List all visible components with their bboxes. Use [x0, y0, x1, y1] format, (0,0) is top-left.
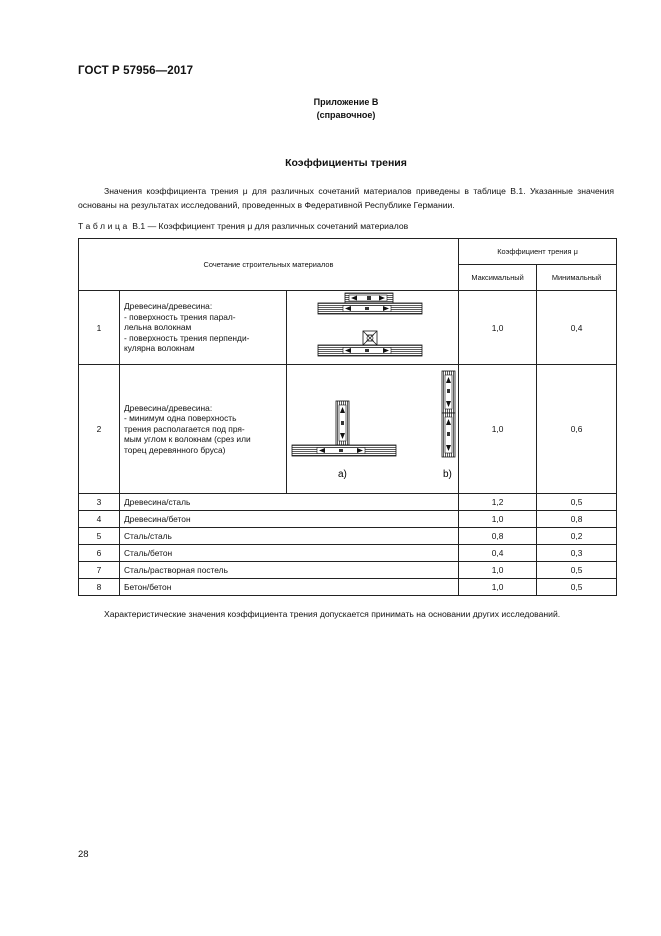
timber-horizontal-beam-a: [292, 445, 396, 456]
table-row: [79, 511, 617, 528]
appendix-heading: [0, 96, 661, 122]
row-material: Сталь/растворная постель: [120, 562, 459, 579]
row-min: 0,5: [537, 494, 617, 511]
row-max: 1,0: [459, 291, 537, 365]
page-number: 28: [78, 849, 89, 860]
material-line: кулярна волокнам: [124, 343, 195, 354]
material-line: трения располагается под пря-: [124, 423, 245, 434]
row-number: 8: [79, 579, 120, 596]
row-min: 0,2: [537, 528, 617, 545]
timber-base-block: [318, 345, 422, 356]
row-material: Сталь/сталь: [120, 528, 459, 545]
row-number: 5: [79, 528, 120, 545]
header-materials: Сочетание строительных материалов: [79, 239, 459, 291]
table-row: [79, 494, 617, 511]
material-line: - поверхность трения парал-: [124, 311, 236, 322]
timber-bottom-block: [318, 303, 422, 314]
table-caption-text: В.1 — Коэффициент трения μ для различных сочетаний материалов: [129, 221, 409, 231]
parallel-grain-figure: [287, 291, 459, 364]
timber-vertical-post-a: [336, 401, 349, 445]
section-title: Коэффициенты трения: [285, 157, 407, 169]
outro-paragraph: Характеристические значения коэффициента трения допускается принимать на основании других исследований.: [104, 609, 561, 619]
row-min: 0,8: [537, 511, 617, 528]
row-min: 0,5: [537, 579, 617, 596]
row-number: 6: [79, 545, 120, 562]
row-max: 1,2: [459, 494, 537, 511]
row-number: 4: [79, 511, 120, 528]
row-material: [120, 365, 287, 494]
perpendicular-grain-figure: [287, 365, 459, 493]
table-caption: [78, 221, 408, 231]
figure-label-b: b): [443, 469, 452, 480]
table-header-row: [79, 239, 617, 265]
row-material: Бетон/бетон: [120, 579, 459, 596]
row-max: 1,0: [459, 579, 537, 596]
row-number: 1: [79, 291, 120, 365]
row-material: Древесина/сталь: [120, 494, 459, 511]
intro-paragraph: Значения коэффициента трения μ для различных сочетаний материалов приведены в таблице В.1. Указанные значения основаны на результатах исследований, проведенных в Федеративной Республике Германии.: [78, 186, 614, 210]
table-row: [79, 365, 617, 494]
material-line: - минимум одна поверхность: [124, 413, 237, 424]
timber-top-block: [345, 293, 393, 303]
row-material: [120, 291, 287, 365]
row-figure: [287, 365, 459, 494]
row-min: 0,3: [537, 545, 617, 562]
material-line: Древесина/древесина:: [124, 402, 213, 413]
row-max: 1,0: [459, 511, 537, 528]
timber-vertical-bottom-b: [442, 413, 455, 457]
header-min: Минимальный: [537, 265, 617, 291]
friction-table: [78, 238, 617, 596]
row-max: 0,8: [459, 528, 537, 545]
figure-label-a: a): [338, 469, 347, 480]
row-min: 0,4: [537, 291, 617, 365]
row-number: 7: [79, 562, 120, 579]
material-line: Древесина/древесина:: [124, 301, 213, 312]
appendix-subtitle: (справочное): [316, 110, 376, 120]
header-coefficient: Коэффициент трения μ: [459, 239, 617, 265]
table-row: [79, 545, 617, 562]
row-material: Сталь/бетон: [120, 545, 459, 562]
row-number: 2: [79, 365, 120, 494]
row-figure: [287, 291, 459, 365]
timber-cross-block: [363, 331, 377, 345]
table-row: [79, 579, 617, 596]
row-min: 0,6: [537, 365, 617, 494]
material-line: торец деревянного бруса): [124, 444, 226, 455]
material-line: - поверхность трения перпенди-: [124, 332, 250, 343]
timber-vertical-top-b: [442, 371, 455, 413]
header-max: Максимальный: [459, 265, 537, 291]
row-max: 0,4: [459, 545, 537, 562]
table-row: [79, 562, 617, 579]
material-line: лельна волокнам: [124, 322, 192, 333]
table-row: [79, 528, 617, 545]
row-material: Древесина/бетон: [120, 511, 459, 528]
row-max: 1,0: [459, 365, 537, 494]
document-code: ГОСТ Р 57956—2017: [78, 65, 194, 77]
table-caption-prefix: Таблица: [78, 221, 130, 231]
row-max: 1,0: [459, 562, 537, 579]
material-line: мым углом к волокнам (срез или: [124, 434, 251, 445]
table-row: [79, 291, 617, 365]
row-number: 3: [79, 494, 120, 511]
row-min: 0,5: [537, 562, 617, 579]
appendix-title: Приложение В: [313, 97, 379, 107]
